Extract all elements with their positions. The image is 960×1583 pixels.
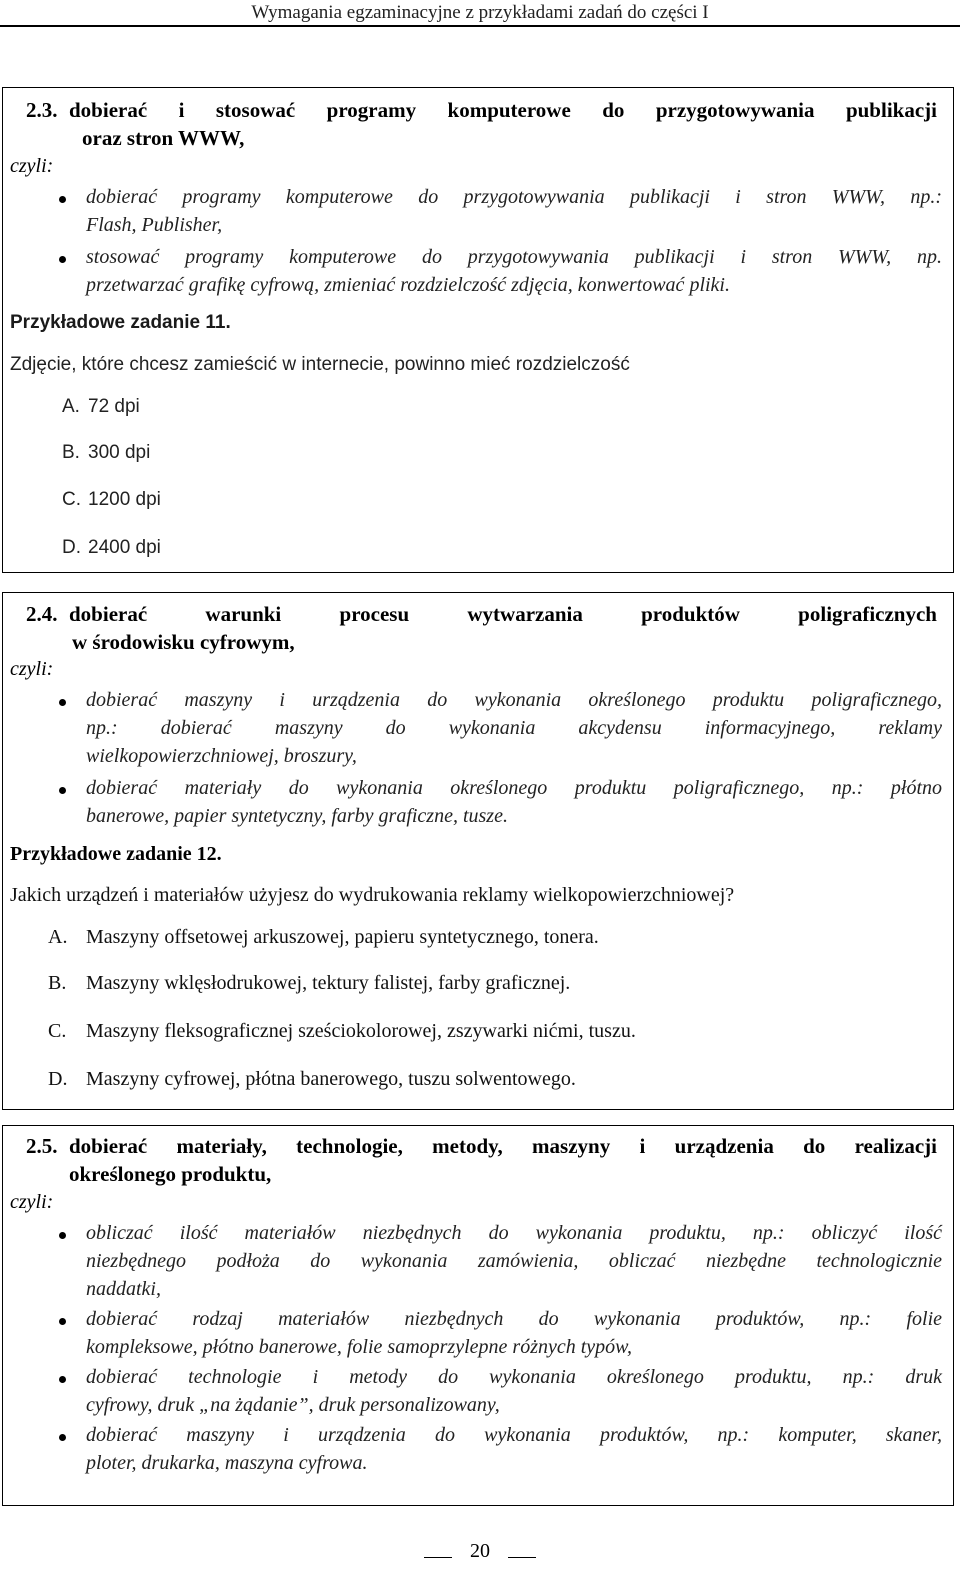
czyli-label: czyli: bbox=[10, 1191, 54, 1213]
option-b bbox=[62, 442, 150, 464]
option-text: 300 dpi bbox=[88, 442, 151, 463]
section-heading-line: dobierać materiały, technologie, metody, maszyny i urządzenia do realizacji bbox=[69, 1134, 937, 1158]
option-d bbox=[62, 537, 161, 559]
bullet-text: cyfrowy, druk „na żądanie”, druk personalizowany, bbox=[86, 1394, 500, 1416]
question-text: Jakich urządzeń i materiałów użyjesz do wydrukowania reklamy wielkopowierzchniowej? bbox=[10, 884, 735, 906]
bullet-dot bbox=[59, 256, 66, 263]
option-letter: D. bbox=[62, 537, 81, 558]
bullet-dot bbox=[59, 1318, 66, 1325]
bullet-text: wielkopowierzchniowej, broszury, bbox=[86, 745, 357, 767]
section-heading-line: dobierać i stosować programy komputerowe do przygotowywania publikacji bbox=[69, 98, 937, 122]
bullet-text: przetwarzać grafikę cyfrową, zmieniać rozdzielczość zdjęcia, konwertować pliki. bbox=[86, 274, 730, 296]
option-letter: C. bbox=[62, 489, 81, 510]
running-header: Wymagania egzaminacyjne z przykładami zadań do części I bbox=[251, 2, 709, 23]
question-text: Zdjęcie, które chcesz zamieścić w internecie, powinno mieć rozdzielczość bbox=[10, 354, 630, 375]
task-label: Przykładowe zadanie 12. bbox=[10, 843, 222, 865]
option-letter: C. bbox=[48, 1020, 67, 1042]
bullet-text: niezbędnego podłoża do wykonania zamówienia, obliczać niezbędne technologicznie bbox=[86, 1250, 942, 1272]
page-number: 20 bbox=[470, 1540, 490, 1562]
header-rule bbox=[0, 25, 960, 27]
bullet-text: Flash, Publisher, bbox=[86, 214, 223, 236]
option-c bbox=[62, 489, 161, 511]
option-letter: A. bbox=[62, 396, 80, 417]
czyli-label: czyli: bbox=[10, 658, 54, 680]
option-letter: A. bbox=[48, 926, 68, 948]
option-text: 72 dpi bbox=[88, 396, 140, 417]
option-text: Maszyny offsetowej arkuszowej, papieru syntetycznego, tonera. bbox=[86, 926, 599, 948]
option-letter: B. bbox=[48, 972, 67, 994]
bullet-text: dobierać materiały do wykonania określonego produktu poligraficznego, np.: płótno bbox=[86, 777, 942, 799]
option-text: Maszyny fleksograficznej sześciokolorowej, zszywarki nićmi, tuszu. bbox=[86, 1020, 636, 1042]
task-label: Przykładowe zadanie 11. bbox=[10, 312, 231, 333]
bullet-dot bbox=[59, 787, 66, 794]
section-number: 2.3. bbox=[26, 98, 58, 122]
section-heading-line: określonego produktu, bbox=[69, 1162, 272, 1186]
bullet-text: dobierać maszyny i urządzenia do wykonania produktów, np.: komputer, skaner, bbox=[86, 1424, 942, 1446]
option-letter: D. bbox=[48, 1068, 68, 1090]
section-heading-line: dobierać warunki procesu wytwarzania produktów poligraficznych bbox=[69, 602, 937, 626]
option-a bbox=[48, 926, 599, 949]
section-heading-line: oraz stron WWW, bbox=[82, 126, 245, 150]
bullet-text: dobierać technologie i metody do wykonania określonego produktu, np.: druk bbox=[86, 1366, 942, 1388]
czyli-label: czyli: bbox=[10, 155, 54, 177]
bullet-dot bbox=[59, 1434, 66, 1441]
bullet-text: stosować programy komputerowe do przygotowywania publikacji i stron WWW, np. bbox=[86, 246, 942, 268]
bullet-dot bbox=[59, 1232, 66, 1239]
bullet-text: banerowe, papier syntetyczny, farby graficzne, tusze. bbox=[86, 805, 508, 827]
footer-dash-right bbox=[508, 1557, 536, 1558]
bullet-text: kompleksowe, płótno banerowe, folie samoprzylepne różnych typów, bbox=[86, 1336, 633, 1358]
bullet-dot bbox=[59, 196, 66, 203]
bullet-dot bbox=[59, 1376, 66, 1383]
bullet-text: dobierać maszyny i urządzenia do wykonania określonego produktu poligraficznego, bbox=[86, 689, 942, 711]
bullet-text: dobierać rodzaj materiałów niezbędnych do wykonania produktów, np.: folie bbox=[86, 1308, 942, 1330]
option-text: 2400 dpi bbox=[88, 537, 161, 558]
option-c bbox=[48, 1020, 636, 1043]
section-number: 2.5. bbox=[26, 1134, 58, 1158]
section-number: 2.4. bbox=[26, 602, 58, 626]
option-d bbox=[48, 1068, 576, 1091]
bullet-text: naddatki, bbox=[86, 1278, 161, 1300]
option-text: 1200 dpi bbox=[88, 489, 161, 510]
option-a bbox=[62, 396, 140, 418]
section-heading-line: w środowisku cyfrowym, bbox=[72, 630, 295, 654]
bullet-text: np.: dobierać maszyny do wykonania akcydensu informacyjnego, reklamy bbox=[86, 717, 942, 739]
option-b bbox=[48, 972, 570, 995]
bullet-text: dobierać programy komputerowe do przygotowywania publikacji i stron WWW, np.: bbox=[86, 186, 942, 208]
option-text: Maszyny cyfrowej, płótna banerowego, tuszu solwentowego. bbox=[86, 1068, 576, 1090]
option-text: Maszyny wklęsłodrukowej, tektury falistej, farby graficznej. bbox=[86, 972, 571, 994]
bullet-text: ploter, drukarka, maszyna cyfrowa. bbox=[86, 1452, 368, 1474]
bullet-dot bbox=[59, 699, 66, 706]
bullet-text: obliczać ilość materiałów niezbędnych do wykonania produktu, np.: obliczyć ilość bbox=[86, 1222, 942, 1244]
option-letter: B. bbox=[62, 442, 80, 463]
